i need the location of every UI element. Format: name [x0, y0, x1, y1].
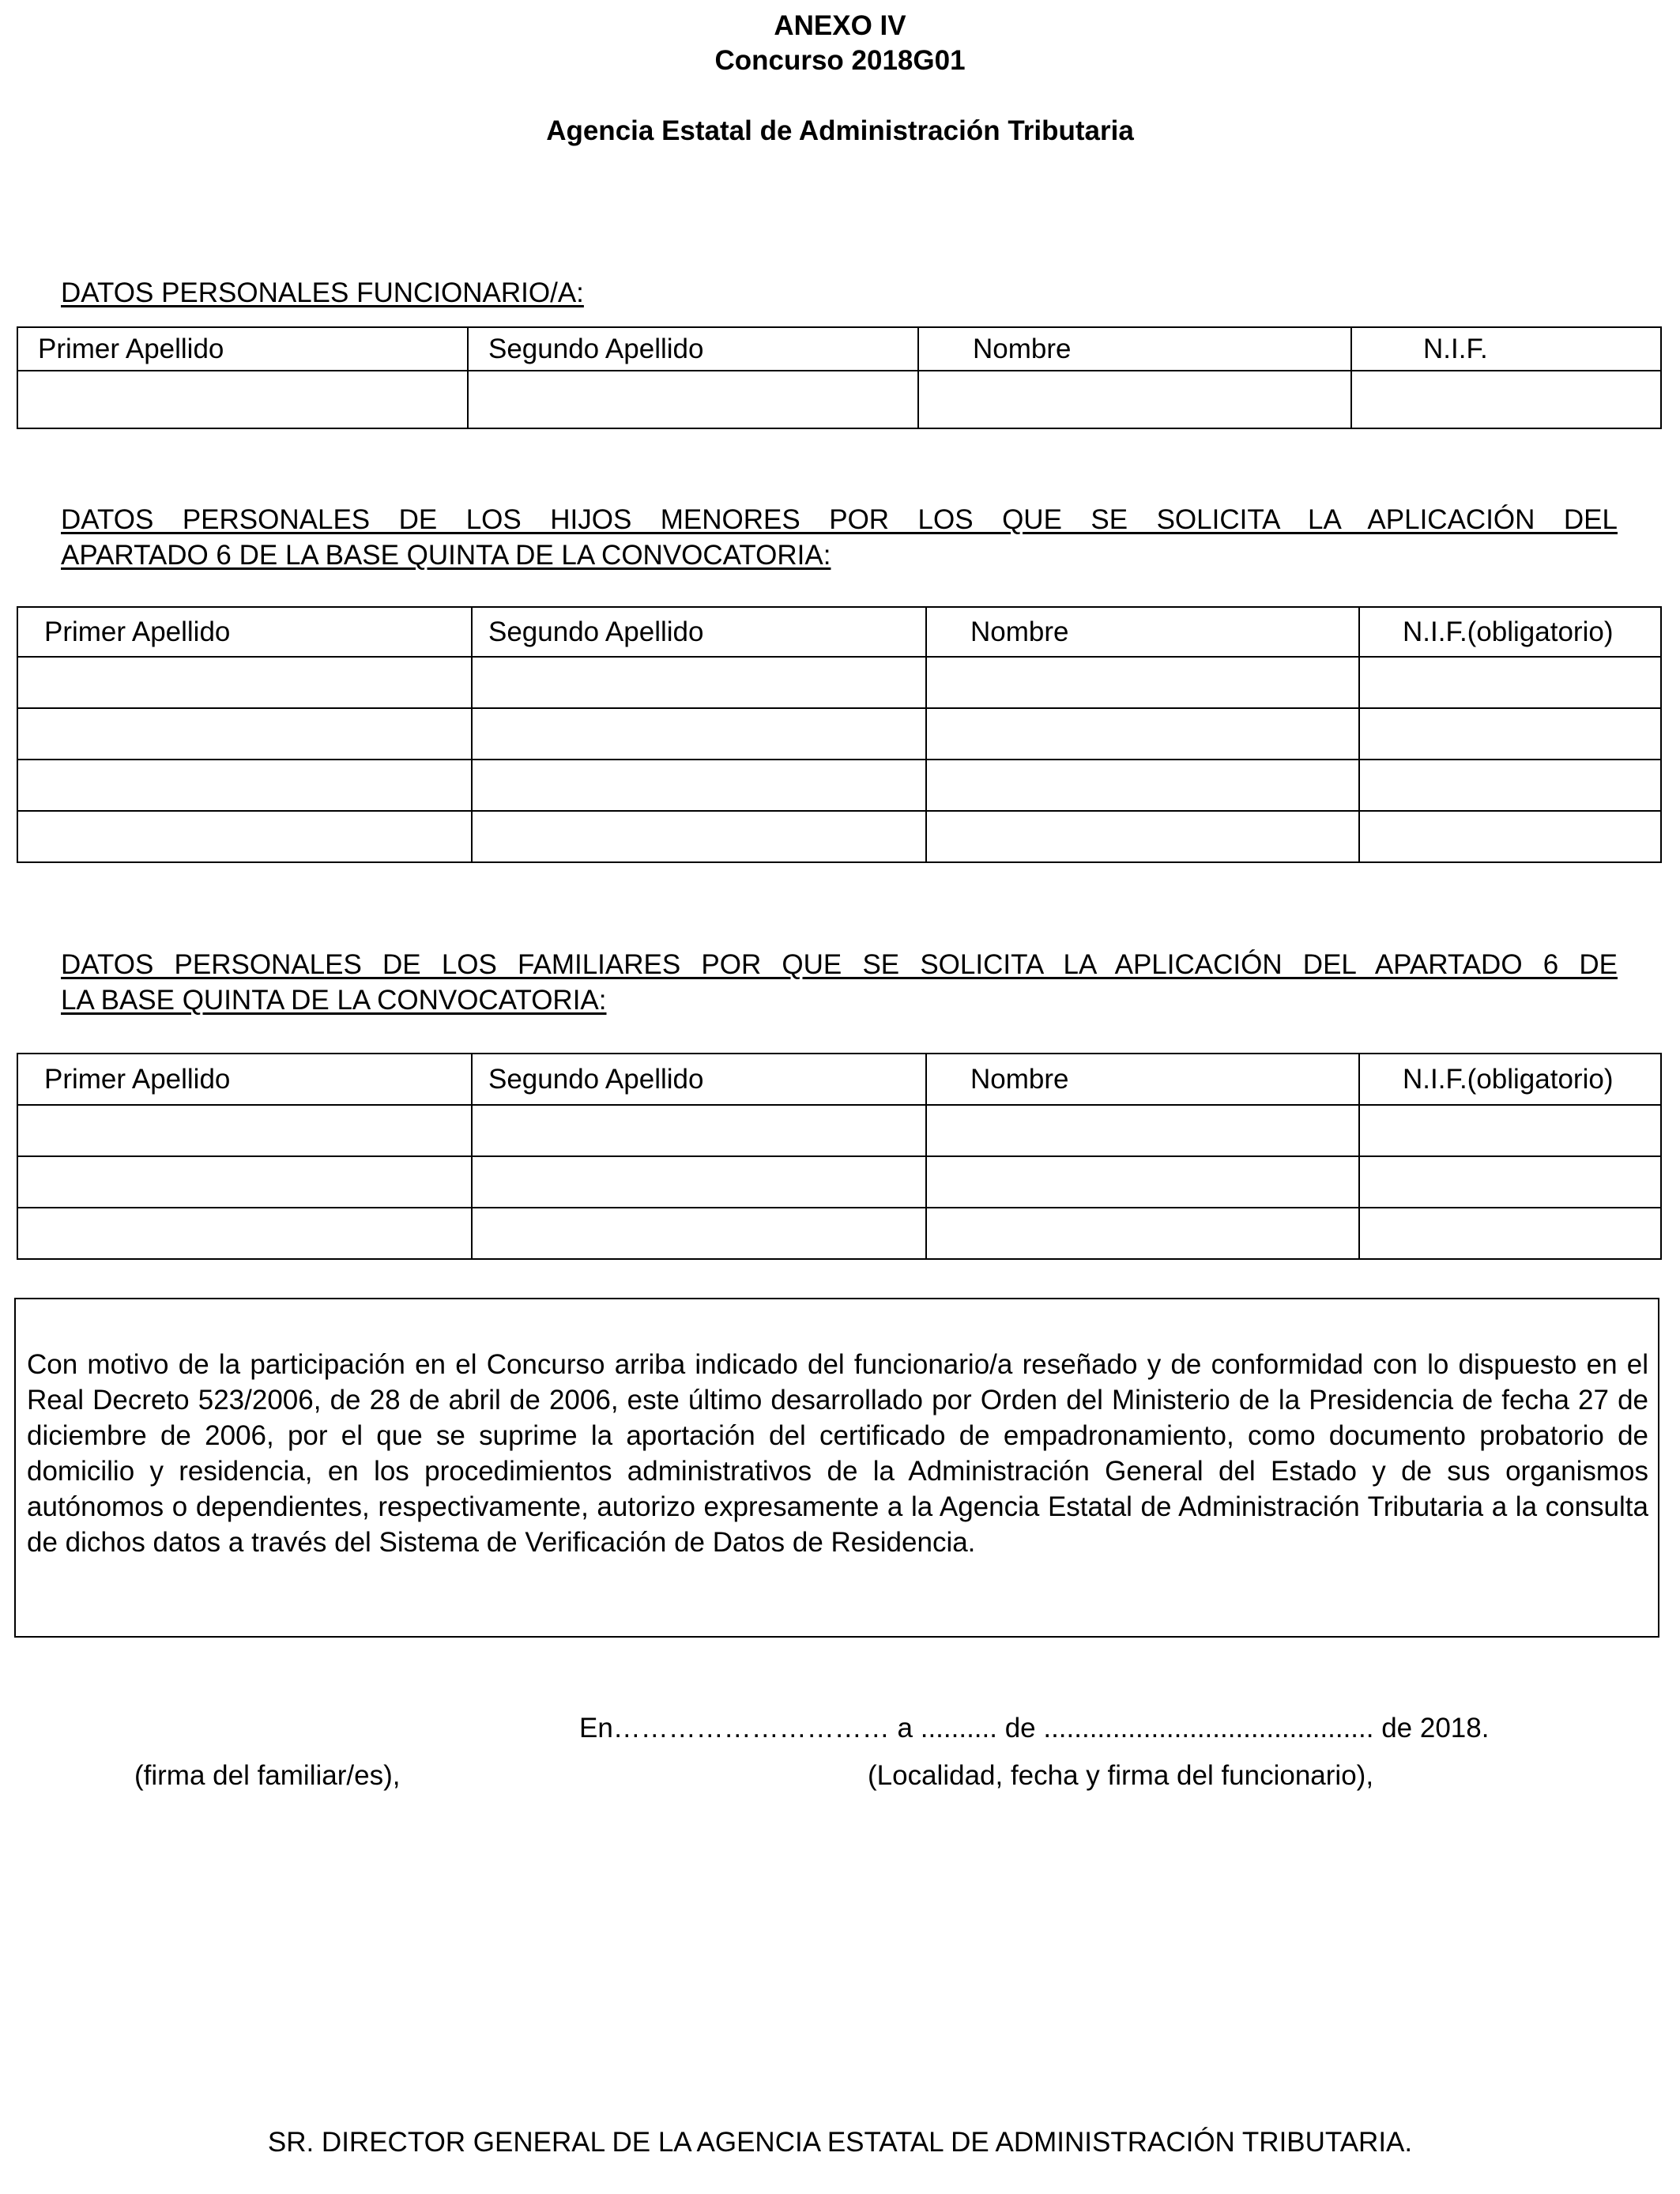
first-surname-cell[interactable]	[17, 811, 472, 862]
agency-name: Agencia Estatal de Administración Tributaria	[546, 115, 1134, 146]
section-children-title	[61, 502, 1618, 573]
column-header-nif: N.I.F.	[1351, 327, 1661, 371]
first-surname-cell[interactable]	[17, 371, 468, 428]
second-surname-cell[interactable]	[472, 1208, 926, 1259]
first-surname-cell[interactable]	[17, 1208, 472, 1259]
family-signature-label: (firma del familiar/es),	[134, 1760, 401, 1791]
table-row	[17, 657, 1661, 708]
name-cell[interactable]	[926, 1105, 1359, 1156]
column-header-nif: N.I.F.(obligatorio)	[1359, 607, 1661, 657]
section-relatives-title-line1: DATOS PERSONALES DE LOS FAMILIARES POR QUE SE SOLICITA LA APLICACIÓN DEL APARTADO 6 DE	[61, 949, 1618, 980]
nif-cell[interactable]	[1359, 1105, 1661, 1156]
second-surname-cell[interactable]	[472, 811, 926, 862]
section-official-title: DATOS PERSONALES FUNCIONARIO/A:	[61, 277, 584, 308]
table-header-row	[17, 327, 1661, 371]
second-surname-cell[interactable]	[468, 371, 918, 428]
first-surname-cell[interactable]	[17, 760, 472, 811]
name-cell[interactable]	[926, 811, 1359, 862]
nif-cell[interactable]	[1359, 657, 1661, 708]
consent-notice-box	[14, 1298, 1659, 1638]
place-date-line: En………………………… a .......... de ........................................... de 2018.	[579, 1713, 1490, 1744]
table-row	[17, 760, 1661, 811]
section-children-title-line2: APARTADO 6 DE LA BASE QUINTA DE LA CONVOCATORIA:	[61, 540, 831, 571]
column-header-second-surname: Segundo Apellido	[468, 327, 918, 371]
nif-cell[interactable]	[1359, 760, 1661, 811]
first-surname-cell[interactable]	[17, 657, 472, 708]
nif-cell[interactable]	[1359, 1156, 1661, 1208]
column-header-first-surname: Primer Apellido	[17, 607, 472, 657]
table-row	[17, 1208, 1661, 1259]
column-header-name: Nombre	[926, 607, 1359, 657]
official-table	[17, 326, 1662, 429]
table-row	[17, 371, 1661, 428]
relatives-table	[17, 1053, 1662, 1260]
column-header-second-surname: Segundo Apellido	[472, 1054, 926, 1105]
annex-title: ANEXO IV	[774, 10, 906, 41]
section-children-title-line1: DATOS PERSONALES DE LOS HIJOS MENORES POR LOS QUE SE SOLICITA LA APLICACIÓN DEL	[61, 504, 1618, 535]
table-row	[17, 1105, 1661, 1156]
nif-cell[interactable]	[1359, 1208, 1661, 1259]
second-surname-cell[interactable]	[472, 657, 926, 708]
table-row	[17, 708, 1661, 760]
nif-cell[interactable]	[1351, 371, 1661, 428]
contest-code: Concurso 2018G01	[714, 45, 966, 76]
name-cell[interactable]	[918, 371, 1351, 428]
name-cell[interactable]	[926, 760, 1359, 811]
children-table	[17, 606, 1662, 863]
name-cell[interactable]	[926, 1156, 1359, 1208]
second-surname-cell[interactable]	[472, 760, 926, 811]
column-header-first-surname: Primer Apellido	[17, 1054, 472, 1105]
column-header-second-surname: Segundo Apellido	[472, 607, 926, 657]
column-header-first-surname: Primer Apellido	[17, 327, 468, 371]
nif-cell[interactable]	[1359, 811, 1661, 862]
consent-notice-text: Con motivo de la participación en el Concurso arriba indicado del funcionario/a reseñado y de conformidad con lo dispuesto en el Real Decreto 523/2006, de 28 de abril de 2006, este último desarrollado por Orden del Ministerio de la Presidencia de fecha 27 de diciembre de 2006, por el que se suprime la aportación del certificado de empadronamiento, como documento probatorio de domicilio y residencia, en los procedimientos administrativos de la Administración General del Estado y de sus organismos autónomos o dependientes, respectivamente, autorizo expresamente a la Agencia Estatal de Administración Tributaria a la consulta de dichos datos a través del Sistema de Verificación de Datos de Residencia.	[27, 1349, 1648, 1558]
name-cell[interactable]	[926, 657, 1359, 708]
name-cell[interactable]	[926, 1208, 1359, 1259]
addressee: SR. DIRECTOR GENERAL DE LA AGENCIA ESTATAL DE ADMINISTRACIÓN TRIBUTARIA.	[267, 2127, 1413, 2158]
second-surname-cell[interactable]	[472, 1156, 926, 1208]
table-header-row	[17, 607, 1661, 657]
table-header-row	[17, 1054, 1661, 1105]
first-surname-cell[interactable]	[17, 1156, 472, 1208]
column-header-nif: N.I.F.(obligatorio)	[1359, 1054, 1661, 1105]
column-header-name: Nombre	[926, 1054, 1359, 1105]
name-cell[interactable]	[926, 708, 1359, 760]
column-header-name: Nombre	[918, 327, 1351, 371]
first-surname-cell[interactable]	[17, 708, 472, 760]
section-relatives-title-line2: LA BASE QUINTA DE LA CONVOCATORIA:	[61, 985, 607, 1016]
second-surname-cell[interactable]	[472, 708, 926, 760]
table-row	[17, 1156, 1661, 1208]
nif-cell[interactable]	[1359, 708, 1661, 760]
table-row	[17, 811, 1661, 862]
first-surname-cell[interactable]	[17, 1105, 472, 1156]
second-surname-cell[interactable]	[472, 1105, 926, 1156]
section-relatives-title	[61, 947, 1618, 1018]
official-signature-label: (Localidad, fecha y firma del funcionario),	[868, 1760, 1374, 1791]
